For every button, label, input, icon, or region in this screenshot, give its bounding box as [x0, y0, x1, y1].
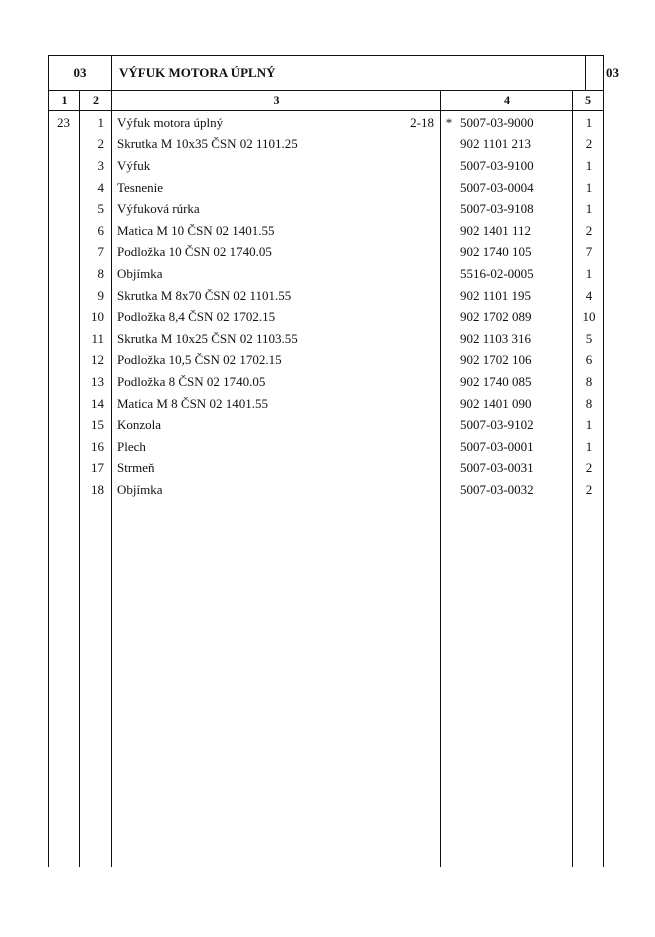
part-name: Výfuk motora úplný — [117, 114, 224, 130]
column-number-1: 1 — [61, 93, 68, 107]
table-row — [48, 220, 604, 242]
quantity: 2 — [585, 222, 593, 238]
quantity: 2 — [585, 136, 593, 152]
assembly-mark — [444, 155, 454, 177]
assembly-mark — [444, 350, 454, 372]
position-number: 9 — [97, 287, 104, 303]
assembly-mark — [444, 220, 454, 242]
quantity: 7 — [585, 244, 593, 260]
position-number: 2 — [97, 136, 104, 152]
assembly-mark — [444, 306, 454, 328]
position-number: 11 — [91, 330, 104, 346]
quantity: 6 — [585, 352, 593, 368]
part-number: 5007-03-9108 — [460, 201, 534, 217]
table-row — [48, 198, 604, 220]
part-name: Podložka 8,4 ČSN 02 1702.15 — [117, 309, 276, 325]
position-number: 16 — [91, 438, 104, 454]
position-number: 13 — [91, 373, 104, 389]
part-name: Podložka 10,5 ČSN 02 1702.15 — [117, 352, 282, 368]
position-range — [378, 393, 434, 415]
table-row — [48, 328, 604, 350]
part-number: 902 1740 085 — [460, 373, 532, 389]
group-number-left: 03 — [49, 56, 112, 90]
part-name: Skrutka M 8x70 ČSN 02 1101.55 — [117, 287, 292, 303]
table-row — [48, 350, 604, 372]
quantity: 4 — [585, 287, 593, 303]
table-row — [48, 112, 604, 134]
quantity: 1 — [585, 201, 593, 217]
part-number: 5007-03-0001 — [460, 438, 534, 454]
position-number: 18 — [91, 481, 104, 497]
position-range: 2-18 — [410, 114, 434, 130]
quantity: 1 — [585, 438, 593, 454]
position-range — [378, 198, 434, 220]
position-range — [378, 436, 434, 458]
assembly-mark — [444, 371, 454, 393]
part-name: Strmeň — [117, 460, 155, 476]
section-title: VÝFUK MOTORA ÚPLNÝ — [112, 56, 586, 90]
position-number: 6 — [97, 222, 104, 238]
position-range — [378, 328, 434, 350]
position-number: 7 — [97, 244, 104, 260]
quantity: 2 — [585, 460, 593, 476]
table-row — [48, 393, 604, 415]
part-number: 5007-03-0004 — [460, 179, 534, 195]
table-row — [48, 371, 604, 393]
table-row — [48, 458, 604, 480]
position-number: 8 — [97, 265, 104, 281]
quantity: 10 — [582, 309, 596, 325]
quantity: 1 — [585, 179, 593, 195]
table-row — [48, 177, 604, 199]
assembly-mark — [444, 458, 454, 480]
position-range — [378, 371, 434, 393]
quantity: 1 — [585, 114, 593, 130]
position-number: 17 — [91, 460, 104, 476]
part-number: 902 1401 112 — [460, 222, 532, 238]
position-range — [378, 479, 434, 501]
position-range — [378, 350, 434, 372]
part-name: Podložka 10 ČSN 02 1740.05 — [117, 244, 272, 260]
parts-table-body — [48, 112, 604, 501]
position-number: 12 — [91, 352, 104, 368]
part-number: 5007-03-0032 — [460, 481, 534, 497]
table-row — [48, 155, 604, 177]
position-number: 15 — [91, 417, 104, 433]
quantity: 8 — [585, 395, 593, 411]
quantity: 1 — [585, 265, 593, 281]
position-number: 5 — [97, 201, 104, 217]
part-name: Konzola — [117, 417, 162, 433]
position-range — [378, 177, 434, 199]
part-number: 902 1101 213 — [460, 136, 532, 152]
position-range — [378, 458, 434, 480]
quantity: 2 — [585, 481, 593, 497]
column-number-3: 3 — [273, 93, 280, 107]
part-name: Objímka — [117, 481, 163, 497]
assembly-mark — [444, 393, 454, 415]
position-number: 1 — [97, 114, 104, 130]
table-row — [48, 242, 604, 264]
part-name: Matica M 10 ČSN 02 1401.55 — [117, 222, 275, 238]
column-number-4: 4 — [504, 93, 510, 107]
table-row — [48, 263, 604, 285]
position-range — [378, 134, 434, 156]
assembly-mark: * — [445, 114, 453, 130]
position-number: 3 — [97, 157, 104, 173]
position-range — [378, 155, 434, 177]
part-number: 5516-02-0005 — [460, 265, 534, 281]
part-name: Výfuková rúrka — [117, 201, 200, 217]
part-name: Skrutka M 10x25 ČSN 02 1103.55 — [117, 330, 298, 346]
part-number: 902 1101 195 — [460, 287, 532, 303]
position-range — [378, 285, 434, 307]
assembly-mark — [444, 328, 454, 350]
position-range — [378, 306, 434, 328]
quantity: 8 — [585, 373, 593, 389]
assembly-mark — [444, 177, 454, 199]
assembly-mark — [444, 242, 454, 264]
position-range — [378, 414, 434, 436]
part-number: 902 1702 106 — [460, 352, 532, 368]
part-number: 902 1740 105 — [460, 244, 532, 260]
quantity: 1 — [585, 417, 593, 433]
column-number-5: 5 — [585, 93, 591, 107]
part-name: Tesnenie — [117, 179, 164, 195]
part-name: Výfuk — [117, 157, 151, 173]
column-number-2: 2 — [93, 93, 99, 107]
part-name: Podložka 8 ČSN 02 1740.05 — [117, 373, 266, 389]
assembly-mark — [444, 414, 454, 436]
table-row — [48, 134, 604, 156]
section-header — [48, 55, 619, 91]
assembly-mark — [444, 436, 454, 458]
part-name: Matica M 8 ČSN 02 1401.55 — [117, 395, 268, 411]
column-number-row — [48, 91, 604, 111]
position-number: 4 — [97, 179, 104, 195]
position-range — [378, 220, 434, 242]
part-number: 5007-03-9100 — [460, 157, 534, 173]
assembly-mark — [444, 134, 454, 156]
part-number: 902 1702 089 — [460, 309, 532, 325]
table-row — [48, 285, 604, 307]
position-number: 14 — [91, 395, 104, 411]
table-row — [48, 306, 604, 328]
table-row — [48, 436, 604, 458]
part-name: Skrutka M 10x35 ČSN 02 1101.25 — [117, 136, 298, 152]
table-row — [48, 479, 604, 501]
quantity: 5 — [585, 330, 593, 346]
part-number: 5007-03-9102 — [460, 417, 534, 433]
assembly-mark — [444, 479, 454, 501]
part-number: 902 1103 316 — [460, 330, 532, 346]
position-range — [378, 242, 434, 264]
part-number: 902 1401 090 — [460, 395, 532, 411]
quantity: 1 — [585, 157, 593, 173]
table-row — [48, 414, 604, 436]
assembly-mark — [444, 198, 454, 220]
position-range — [378, 263, 434, 285]
part-name: Objímka — [117, 265, 163, 281]
part-name: Plech — [117, 438, 146, 454]
position-number: 10 — [91, 309, 104, 325]
part-number: 5007-03-9000 — [460, 114, 534, 130]
figure-number: 23 — [57, 114, 70, 130]
assembly-mark — [444, 263, 454, 285]
assembly-mark — [444, 285, 454, 307]
part-number: 5007-03-0031 — [460, 460, 534, 476]
group-number-right: 03 — [606, 65, 619, 80]
